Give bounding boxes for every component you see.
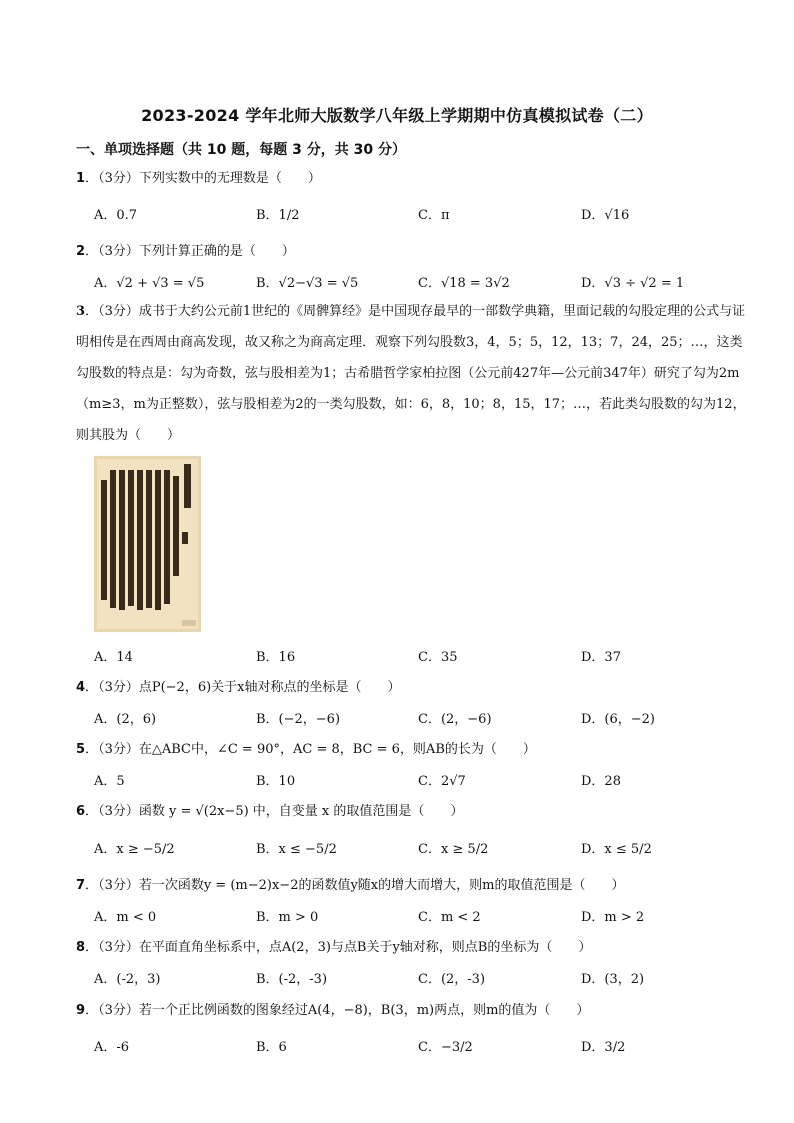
q6-option-c[interactable]: C．x ≥ 5/2 — [418, 842, 489, 857]
q1-option-d[interactable]: D．√16 — [581, 208, 630, 223]
q7-option-a[interactable]: A．m < 0 — [94, 910, 157, 925]
question-2: 2．（3分）下列计算正确的是（ ） — [76, 244, 295, 259]
q2-option-d[interactable]: D．√3 ÷ √2 = 1 — [581, 276, 685, 291]
q1-option-c[interactable]: C．π — [418, 208, 450, 223]
q7-option-c[interactable]: C．m < 2 — [418, 910, 481, 925]
q9-option-a[interactable]: A．-6 — [94, 1040, 130, 1055]
q8-option-d[interactable]: D．(3，2) — [581, 972, 645, 987]
q8-option-b[interactable]: B．(-2，-3) — [256, 972, 328, 987]
q4-option-b[interactable]: B．(−2，−6) — [256, 712, 341, 727]
q8-option-c[interactable]: C．(2，-3) — [418, 972, 486, 987]
q7-option-d[interactable]: D．m > 2 — [581, 910, 645, 925]
question-6: 6．（3分）函数 y = √(2x−5) 中，自变量 x 的取值范围是（ ） — [76, 804, 464, 819]
q2-option-a[interactable]: A．√2 + √3 = √5 — [94, 276, 205, 291]
q8-option-a[interactable]: A．(-2，3) — [94, 972, 161, 987]
q2-option-c[interactable]: C．√18 = 3√2 — [418, 276, 510, 291]
ancient-book-page-image — [94, 456, 201, 632]
q3-option-a[interactable]: A．14 — [94, 650, 133, 665]
question-1: 1．（3分）下列实数中的无理数是（ ） — [76, 171, 321, 186]
question-4: 4．（3分）点P(−2，6)关于x轴对称点的坐标是（ ） — [76, 680, 401, 695]
q1-option-a[interactable]: A．0.7 — [94, 208, 138, 223]
zhoubi-suanjing-figure — [94, 456, 201, 632]
q3-option-c[interactable]: C．35 — [418, 650, 458, 665]
q9-option-c[interactable]: C．−3/2 — [418, 1040, 473, 1055]
question-9: 9．（3分）若一个正比例函数的图象经过A(4，−8)，B(3，m)两点，则m的值为（ ） — [76, 1003, 590, 1018]
q4-option-a[interactable]: A．(2，6) — [94, 712, 157, 727]
page-title: 2023-2024 学年北师大版数学八年级上学期期中仿真模拟试卷（二） — [141, 106, 653, 125]
question-5: 5．（3分）在△ABC中，∠C = 90°，AC = 8，BC = 6，则AB的长为（ ） — [76, 742, 536, 757]
q5-option-d[interactable]: D．28 — [581, 774, 621, 789]
q5-option-b[interactable]: B．10 — [256, 774, 296, 789]
q3-option-b[interactable]: B．16 — [256, 650, 296, 665]
q6-option-a[interactable]: A．x ≥ −5/2 — [94, 842, 175, 857]
q1-option-b[interactable]: B．1/2 — [256, 208, 300, 223]
q6-option-b[interactable]: B．x ≤ −5/2 — [256, 842, 337, 857]
q4-option-c[interactable]: C．(2，−6) — [418, 712, 492, 727]
q9-option-d[interactable]: D．3/2 — [581, 1040, 626, 1055]
q6-option-d[interactable]: D．x ≤ 5/2 — [581, 842, 652, 857]
question-8: 8．（3分）在平面直角坐标系中，点A(2，3)与点B关于y轴对称，则点B的坐标为（ ） — [76, 940, 592, 955]
q2-option-b[interactable]: B．√2−√3 = √5 — [256, 276, 359, 291]
q3-option-d[interactable]: D．37 — [581, 650, 621, 665]
q5-option-c[interactable]: C．2√7 — [418, 774, 466, 789]
q9-option-b[interactable]: B．6 — [256, 1040, 287, 1055]
q5-option-a[interactable]: A．5 — [94, 774, 125, 789]
question-7: 7．（3分）若一次函数y = (m−2)x−2的函数值y随x的增大而增大，则m的取值范围是（ ） — [76, 878, 625, 893]
q7-option-b[interactable]: B．m > 0 — [256, 910, 319, 925]
q4-option-d[interactable]: D．(6，−2) — [581, 712, 656, 727]
section-heading: 一、单项选择题（共 10 题，每题 3 分，共 30 分） — [76, 142, 406, 158]
question-3: 3．（3分）成书于大约公元前1世纪的《周髀算经》是中国现存最早的一部数学典籍，里面记载的勾股定理的公式与证明相传是在西周由商高发现，故又称之为商高定理．观察下列勾股数3，4，5；5，12，13；7，24，25；…，这类勾股数的特点是：勾为奇数，弦与股相差为1；古希腊哲学家柏拉图（公元前427年—公元前347年）研究了勾为2m（m≥3，m为正整数），弦与股相差为2的一类勾股数，如：6，8，10；8，15，17；…，若此类勾股数的勾为12，则其股为（ ） — [76, 304, 746, 443]
